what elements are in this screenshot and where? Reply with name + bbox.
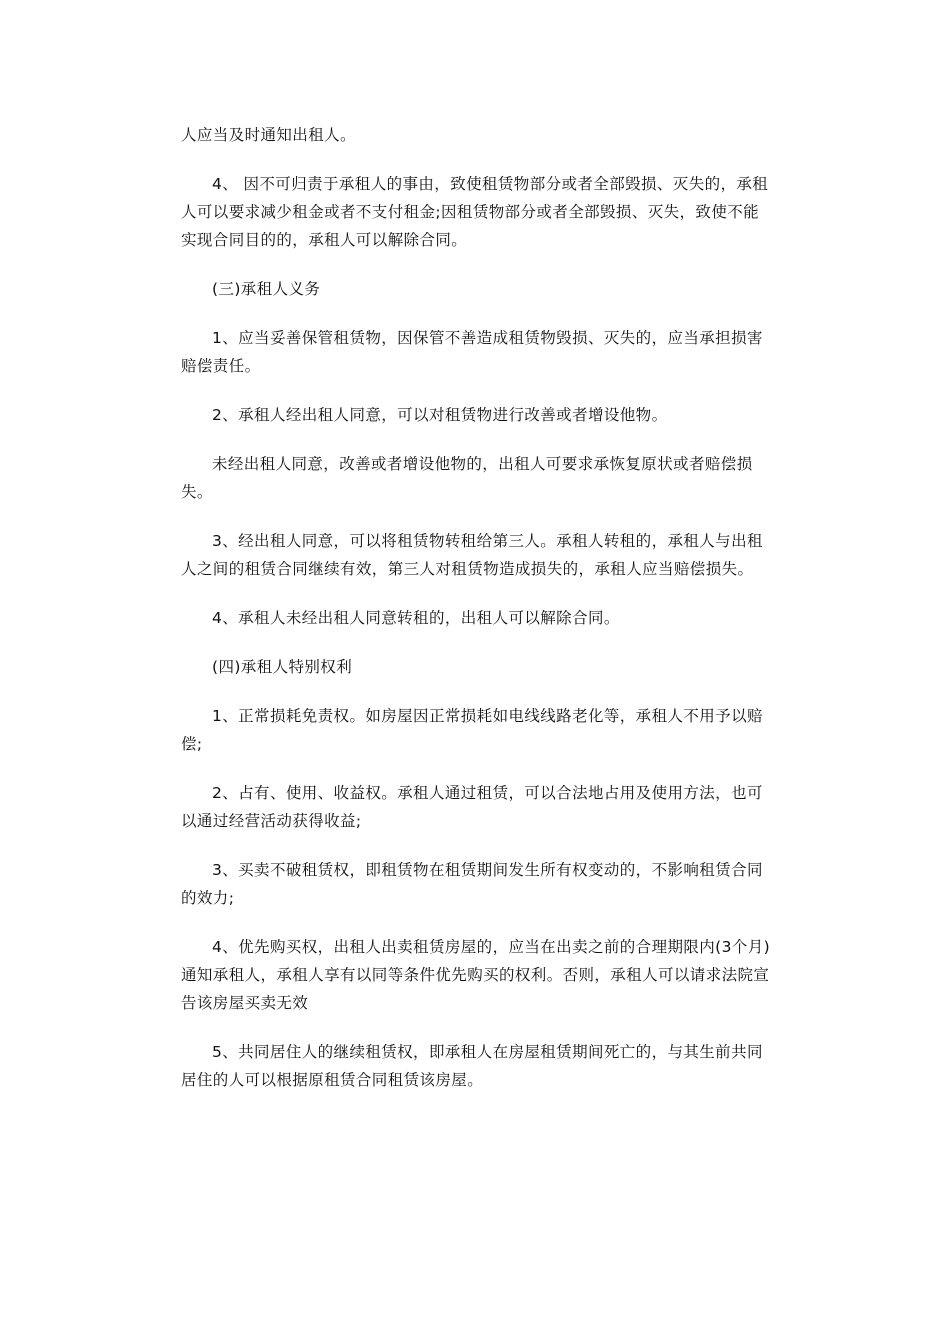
paragraph-item-4-damage: 4、 因不可归责于承租人的事由，致使租赁物部分或者全部毁损、灭失的，承租人可以要求减少租金或者不支付租金;因租赁物部分或者全部毁损、灭失，致使不能实现合同目的的，承租人可以解除合同。	[181, 175, 769, 249]
paragraph-obligation-1: 1、应当妥善保管租赁物，因保管不善造成租赁物毁损、灭失的，应当承担损害赔偿责任。	[181, 329, 763, 375]
paragraph-obligation-4: 4、承租人未经出租人同意转租的，出租人可以解除合同。	[212, 609, 620, 627]
section-heading-lessee-special-rights: (四)承租人特别权利	[212, 658, 353, 676]
paragraph-obligation-2: 2、承租人经出租人同意，可以对租赁物进行改善或者增设他物。	[212, 406, 668, 424]
paragraph-right-2: 2、占有、使用、收益权。承租人通过租赁，可以合法地占用及使用方法，也可以通过经营活动获得收益;	[181, 784, 763, 830]
document-body	[181, 121, 773, 1115]
paragraph-right-3: 3、买卖不破租赁权，即租赁物在租赁期间发生所有权变动的，不影响租赁合同的效力;	[181, 861, 763, 907]
paragraph-obligation-2-note: 未经出租人同意，改善或者增设他物的，出租人可要求承恢复原状或者赔偿损失。	[181, 455, 753, 501]
section-heading-lessee-obligations: (三)承租人义务	[212, 280, 321, 298]
paragraph-right-5: 5、共同居住人的继续租赁权，即承租人在房屋租赁期间死亡的，与其生前共同居住的人可以根据原租赁合同租赁该房屋。	[181, 1043, 763, 1089]
paragraph-right-4: 4、优先购买权，出租人出卖租赁房屋的，应当在出卖之前的合理期限内(3个月)通知承租人，承租人享有以同等条件优先购买的权利。否则，承租人可以请求法院宣告该房屋买卖无效	[181, 938, 771, 1012]
paragraph-right-1: 1、正常损耗免责权。如房屋因正常损耗如电线线路老化等，承租人不用予以赔偿;	[181, 707, 763, 753]
paragraph-obligation-3: 3、经出租人同意，可以将租赁物转租给第三人。承租人转租的，承租人与出租人之间的租赁合同继续有效，第三人对租赁物造成损失的，承租人应当赔偿损失。	[181, 532, 763, 578]
paragraph-continuation: 人应当及时通知出租人。	[181, 126, 356, 144]
